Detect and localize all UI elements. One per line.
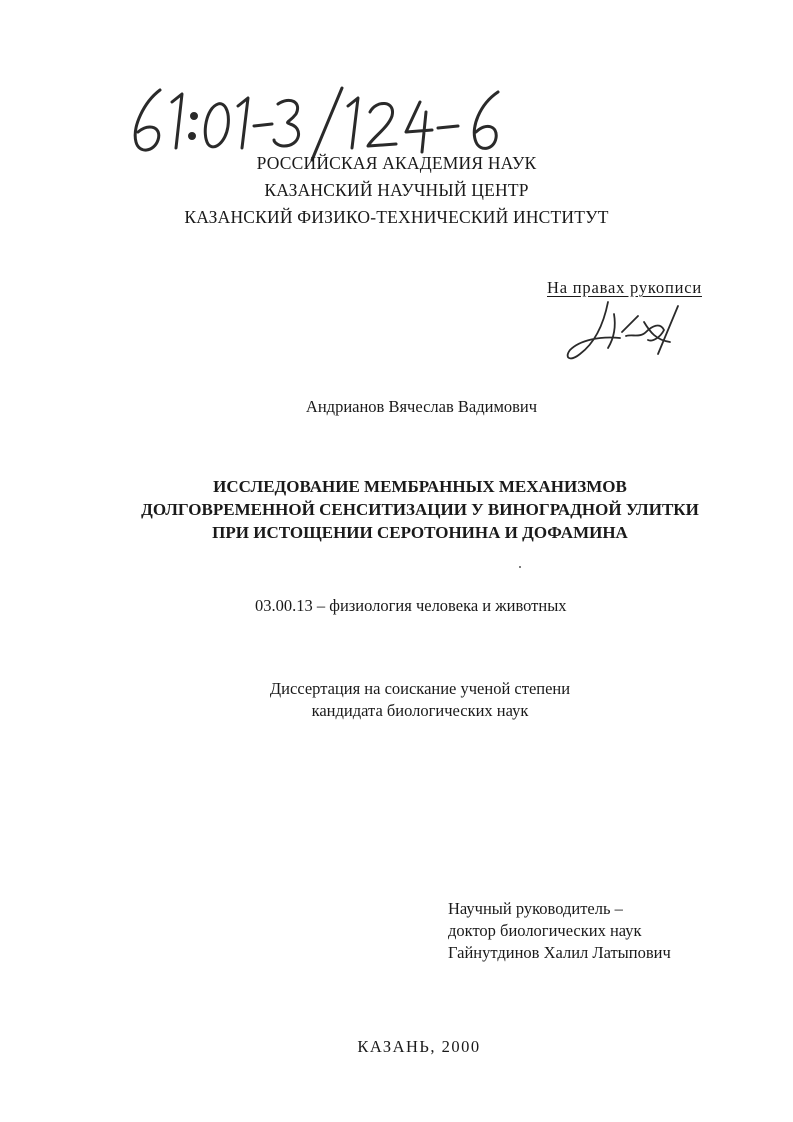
handwritten-archive-number bbox=[120, 72, 540, 162]
supervisor-block bbox=[448, 898, 671, 964]
organization-block bbox=[0, 150, 793, 231]
city-year: КАЗАНЬ, 2000 bbox=[357, 1037, 481, 1056]
dissertation-line-2: кандидата биологических наук bbox=[311, 701, 529, 720]
title-line-3: ПРИ ИСТОЩЕНИИ СЕРОТОНИНА И ДОФАМИНА bbox=[212, 523, 628, 542]
specialty-code: 03.00.13 – физиология человека и животных bbox=[255, 596, 567, 615]
author-name: Андрианов Вячеслав Вадимович bbox=[305, 397, 538, 416]
handwritten-signature-drawing bbox=[560, 292, 700, 370]
supervisor-degree: доктор биологических наук bbox=[448, 921, 642, 940]
supervisor-role: Научный руководитель – bbox=[448, 899, 623, 918]
title-line-2: ДОЛГОВРЕМЕННОЙ СЕНСИТИЗАЦИИ У ВИНОГРАДНОЙ УЛИТКИ bbox=[141, 500, 699, 519]
handwritten-signature bbox=[560, 292, 700, 370]
dissertation-line-1: Диссертация на соискание ученой степени bbox=[269, 679, 571, 698]
dissertation-note bbox=[0, 678, 793, 722]
organization-academy: РОССИЙСКАЯ АКАДЕМИЯ НАУК bbox=[256, 153, 537, 173]
dissertation-title bbox=[0, 475, 793, 544]
manuscript-note: На правах рукописи bbox=[547, 278, 702, 297]
organization-center: КАЗАНСКИЙ НАУЧНЫЙ ЦЕНТР bbox=[264, 180, 529, 200]
organization-institute: КАЗАНСКИЙ ФИЗИКО-ТЕХНИЧЕСКИЙ ИНСТИТУТ bbox=[184, 207, 609, 227]
scan-speck bbox=[519, 566, 521, 568]
title-line-1: ИССЛЕДОВАНИЕ МЕМБРАННЫХ МЕХАНИЗМОВ bbox=[213, 477, 627, 496]
supervisor-name: Гайнутдинов Халил Латыпович bbox=[448, 943, 671, 962]
handwritten-archive-number-drawing bbox=[120, 72, 540, 162]
